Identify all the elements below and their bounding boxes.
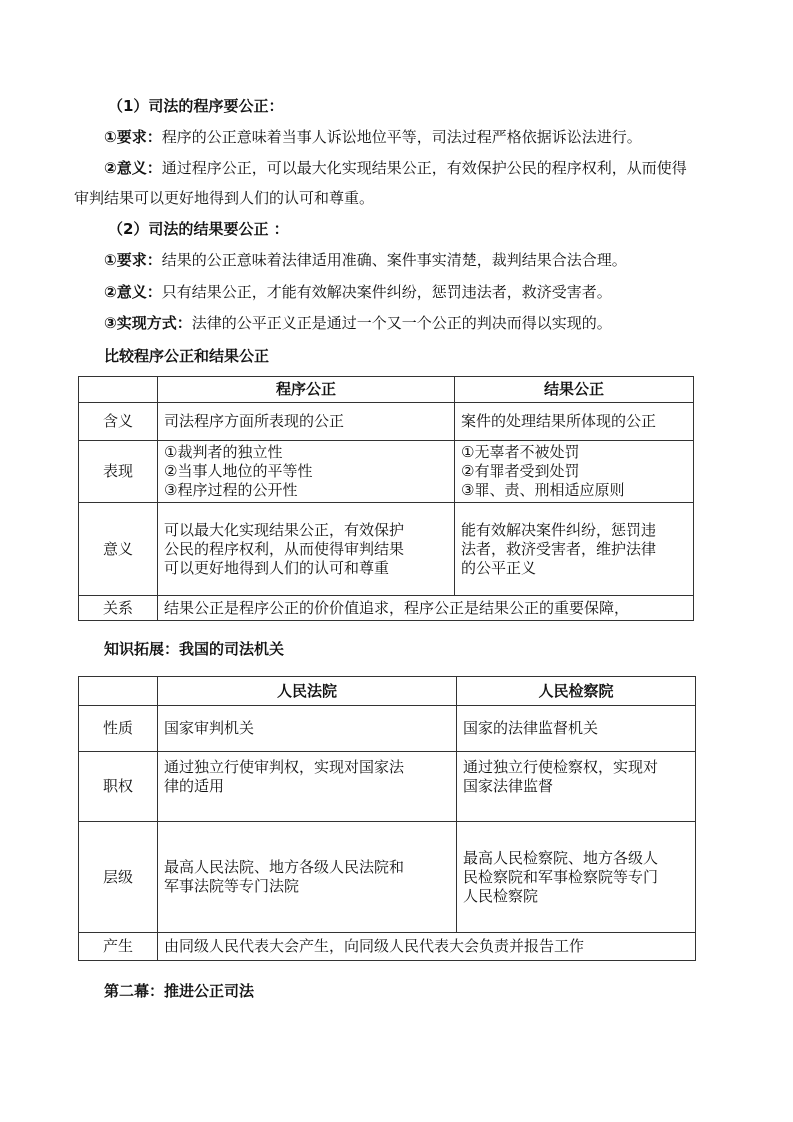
procuratorate-level <box>457 822 696 933</box>
list-item: ②有罪者受到处罚 <box>461 462 580 480</box>
requirement-text: 程序的公正意味着当事人诉讼地位平等，司法过程严格依据诉讼法进行。 <box>161 128 642 146</box>
row-label-level: 层级 <box>79 822 158 933</box>
relation-text: 结果公正是程序公正的价价值追求，程序公正是结果公正的重要保障， <box>158 596 694 621</box>
row-label-relation: 关系 <box>79 596 158 621</box>
text-line: 能有效解决案件纠纷，惩罚违 <box>461 520 657 539</box>
text-line: 公民的程序权利，从而使得审判结果 <box>164 539 405 558</box>
organs-table <box>78 676 696 961</box>
procedural-significance <box>158 503 455 596</box>
significance-label: ②意义： <box>104 159 162 177</box>
table-row <box>79 822 696 933</box>
header-procuratorate: 人民检察院 <box>457 677 696 706</box>
header-procedural: 程序公正 <box>158 377 455 403</box>
section2-method <box>104 313 612 333</box>
text-line: 最高人民法院、地方各级人民法院和 <box>164 858 405 876</box>
procuratorate-duty <box>457 752 696 822</box>
section1-title: （1）司法的程序要公正： <box>108 97 284 115</box>
section1-requirement <box>104 127 642 147</box>
text-line: 民检察院和军事检察院等专门 <box>463 867 659 886</box>
procedural-meaning: 司法程序方面所表现的公正 <box>158 403 455 441</box>
requirement-text: 结果的公正意味着法律适用准确、案件事实清楚，裁判结果合法合理。 <box>161 251 627 269</box>
organs-title: 知识拓展：我国的司法机关 <box>104 640 285 658</box>
row-label-significance: 意义 <box>79 503 158 596</box>
result-significance <box>455 503 694 596</box>
significance-label: ②意义： <box>104 283 162 301</box>
text-line: 人民检察院 <box>463 886 539 905</box>
table-row <box>79 441 694 503</box>
header-empty <box>79 377 158 403</box>
method-label: ③实现方式： <box>104 314 192 332</box>
text-line: 法者，救济受害者，维护法律 <box>461 539 657 558</box>
next-section-title: 第二幕：推进公正司法 <box>104 982 255 1000</box>
text-line: 律的适用 <box>164 777 225 795</box>
significance-text: 只有结果公正，才能有效解决案件纠纷，惩罚违法者，救济受害者。 <box>161 283 612 301</box>
header-empty <box>79 677 158 706</box>
table-row <box>79 933 696 961</box>
origin-text: 由同级人民代表大会产生，向同级人民代表大会负责并报告工作 <box>158 933 696 961</box>
list-item: ①无辜者不被处罚 <box>461 443 580 461</box>
list-item: ②当事人地位的平等性 <box>164 462 313 480</box>
text-line: 通过独立行使审判权，实现对国家法 <box>164 758 405 776</box>
list-item: ①裁判者的独立性 <box>164 443 283 461</box>
text-line: 军事法院等专门法院 <box>164 877 300 895</box>
row-label-meaning: 含义 <box>79 403 158 441</box>
procedural-manifest <box>158 441 455 503</box>
section2-significance <box>104 282 612 302</box>
compare-title: 比较程序公正和结果公正 <box>104 347 270 365</box>
section1-significance-cont: 审判结果可以更好地得到人们的认可和尊重。 <box>74 189 375 207</box>
header-court: 人民法院 <box>158 677 457 706</box>
court-nature: 国家审判机关 <box>158 706 457 752</box>
text-line: 国家法律监督 <box>463 777 554 795</box>
text-line: 的公平正义 <box>461 558 537 577</box>
header-result: 结果公正 <box>455 377 694 403</box>
row-label-origin: 产生 <box>79 933 158 961</box>
table-row <box>79 706 696 752</box>
table-row <box>79 752 696 822</box>
result-meaning: 案件的处理结果所体现的公正 <box>455 403 694 441</box>
table-header-row <box>79 377 694 403</box>
text-line: 最高人民检察院、地方各级人 <box>463 848 659 867</box>
row-label-manifest: 表现 <box>79 441 158 503</box>
method-text: 法律的公平正义正是通过一个又一个公正的判决而得以实现的。 <box>191 314 612 332</box>
result-manifest <box>455 441 694 503</box>
requirement-label: ①要求： <box>104 128 162 146</box>
court-duty <box>158 752 457 822</box>
list-item: ③程序过程的公开性 <box>164 481 298 499</box>
table-header-row <box>79 677 696 706</box>
section1-significance <box>104 158 687 178</box>
significance-text: 通过程序公正，可以最大化实现结果公正，有效保护公民的程序权利，从而使得 <box>161 159 687 177</box>
court-level <box>158 822 457 933</box>
section2-requirement <box>104 250 627 270</box>
requirement-label: ①要求： <box>104 251 162 269</box>
row-label-nature: 性质 <box>79 706 158 752</box>
row-label-duty: 职权 <box>79 752 158 822</box>
table-row <box>79 403 694 441</box>
text-line: 可以最大化实现结果公正，有效保护 <box>164 520 405 539</box>
compare-table <box>78 376 694 621</box>
procuratorate-nature: 国家的法律监督机关 <box>457 706 696 752</box>
text-line: 可以更好地得到人们的认可和尊重 <box>164 558 390 577</box>
table-row <box>79 503 694 596</box>
list-item: ③罪、责、刑相适应原则 <box>461 481 625 499</box>
table-row <box>79 596 694 621</box>
section2-title: （2）司法的结果要公正 ： <box>108 220 289 238</box>
text-line: 通过独立行使检察权，实现对 <box>463 758 659 776</box>
